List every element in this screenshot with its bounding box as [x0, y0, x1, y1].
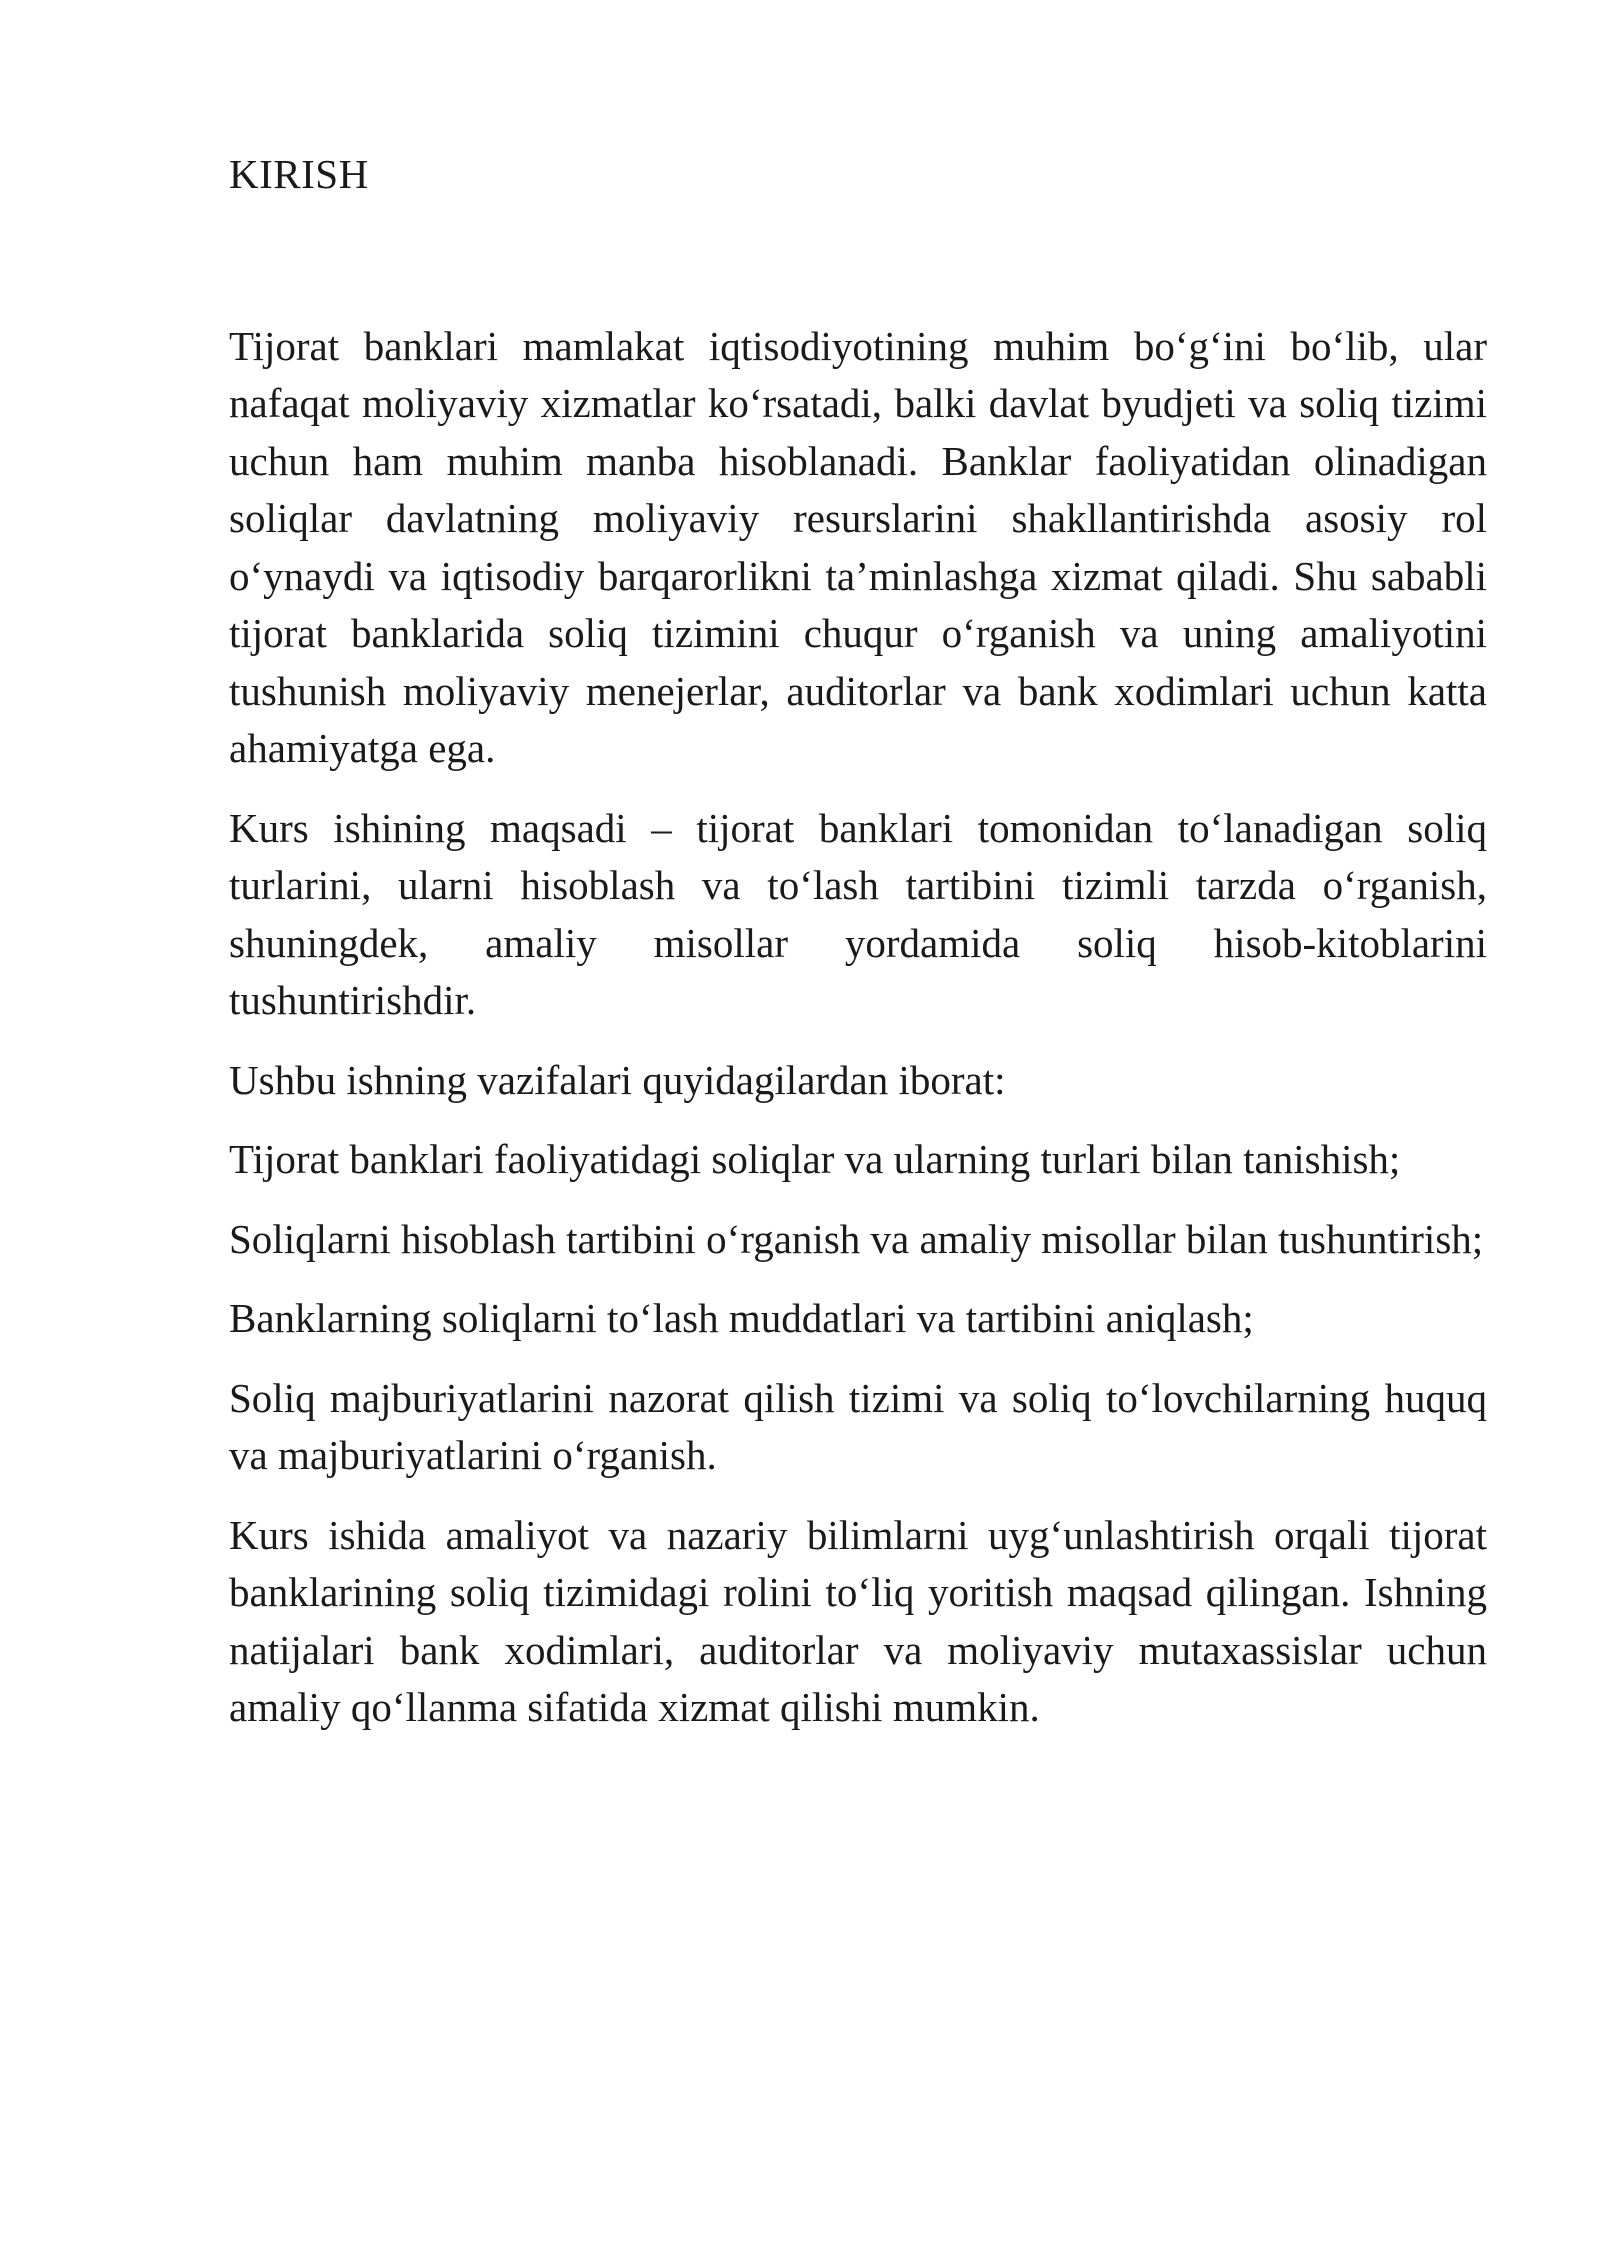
paragraph-task-1: Tijorat banklari faoliyatidagi soliqlar va ularning turlari bilan tanishish;: [229, 1136, 1401, 1182]
paragraph-goal: Kurs ishining maqsadi – tijorat banklari tomonidan to‘lanadigan soliq turlarini, ularni hisoblash va to‘lash tartibini tizimli tarzda o‘rganish, shuningdek, amaliy misollar yordamida soliq hisob-kitoblarini tushuntirishdir.: [229, 804, 1487, 1023]
document-body: [229, 146, 1487, 1759]
paragraph-task-3: Banklarning soliqlarni to‘lash muddatlari va tartibini aniqlash;: [229, 1295, 1254, 1341]
paragraph-tasks-lead: Ushbu ishning vazifalari quyidagilardan iborat:: [229, 1056, 1006, 1103]
paragraph-intro: Tijorat banklari mamlakat iqtisodiyotining muhim bo‘g‘ini bo‘lib, ular nafaqat moliyaviy xizmatlar ko‘rsatadi, balki davlat byudjeti va soliq tizimi uchun ham muhim manba hisoblanadi. Banklar faoliyatidan olinadigan soliqlar davlatning moliyaviy resurslarini shakllantirishda asosiy rol o‘ynaydi va iqtisodiy barqarorlikni ta’minlashga xizmat qiladi. Shu sababli tijorat banklarida soliq tizimini chuqur o‘rganish va uning amaliyotini tushunish moliyaviy menejerlar, auditorlar va bank xodimlari uchun katta ahamiyatga ega.: [229, 322, 1487, 771]
page-title: KIRISH: [229, 151, 369, 197]
paragraph-task-4: Soliq majburiyatlarini nazorat qilish tizimi va soliq to‘lovchilarning huquq va majburiyatlarini o‘rganish.: [229, 1374, 1487, 1478]
paragraph-conclusion: Kurs ishida amaliyot va nazariy bilimlarni uyg‘unlashtirish orqali tijorat banklarining soliq tizimidagi rolini to‘liq yoritish maqsad qilingan. Ishning natijalari bank xodimlari, auditorlar va moliyaviy mutaxassislar uchun amaliy qo‘llanma sifatida xizmat qilishi mumkin.: [229, 1511, 1487, 1730]
paragraph-task-2: Soliqlarni hisoblash tartibini o‘rganish va amaliy misollar bilan tushuntirish;: [229, 1215, 1484, 1262]
